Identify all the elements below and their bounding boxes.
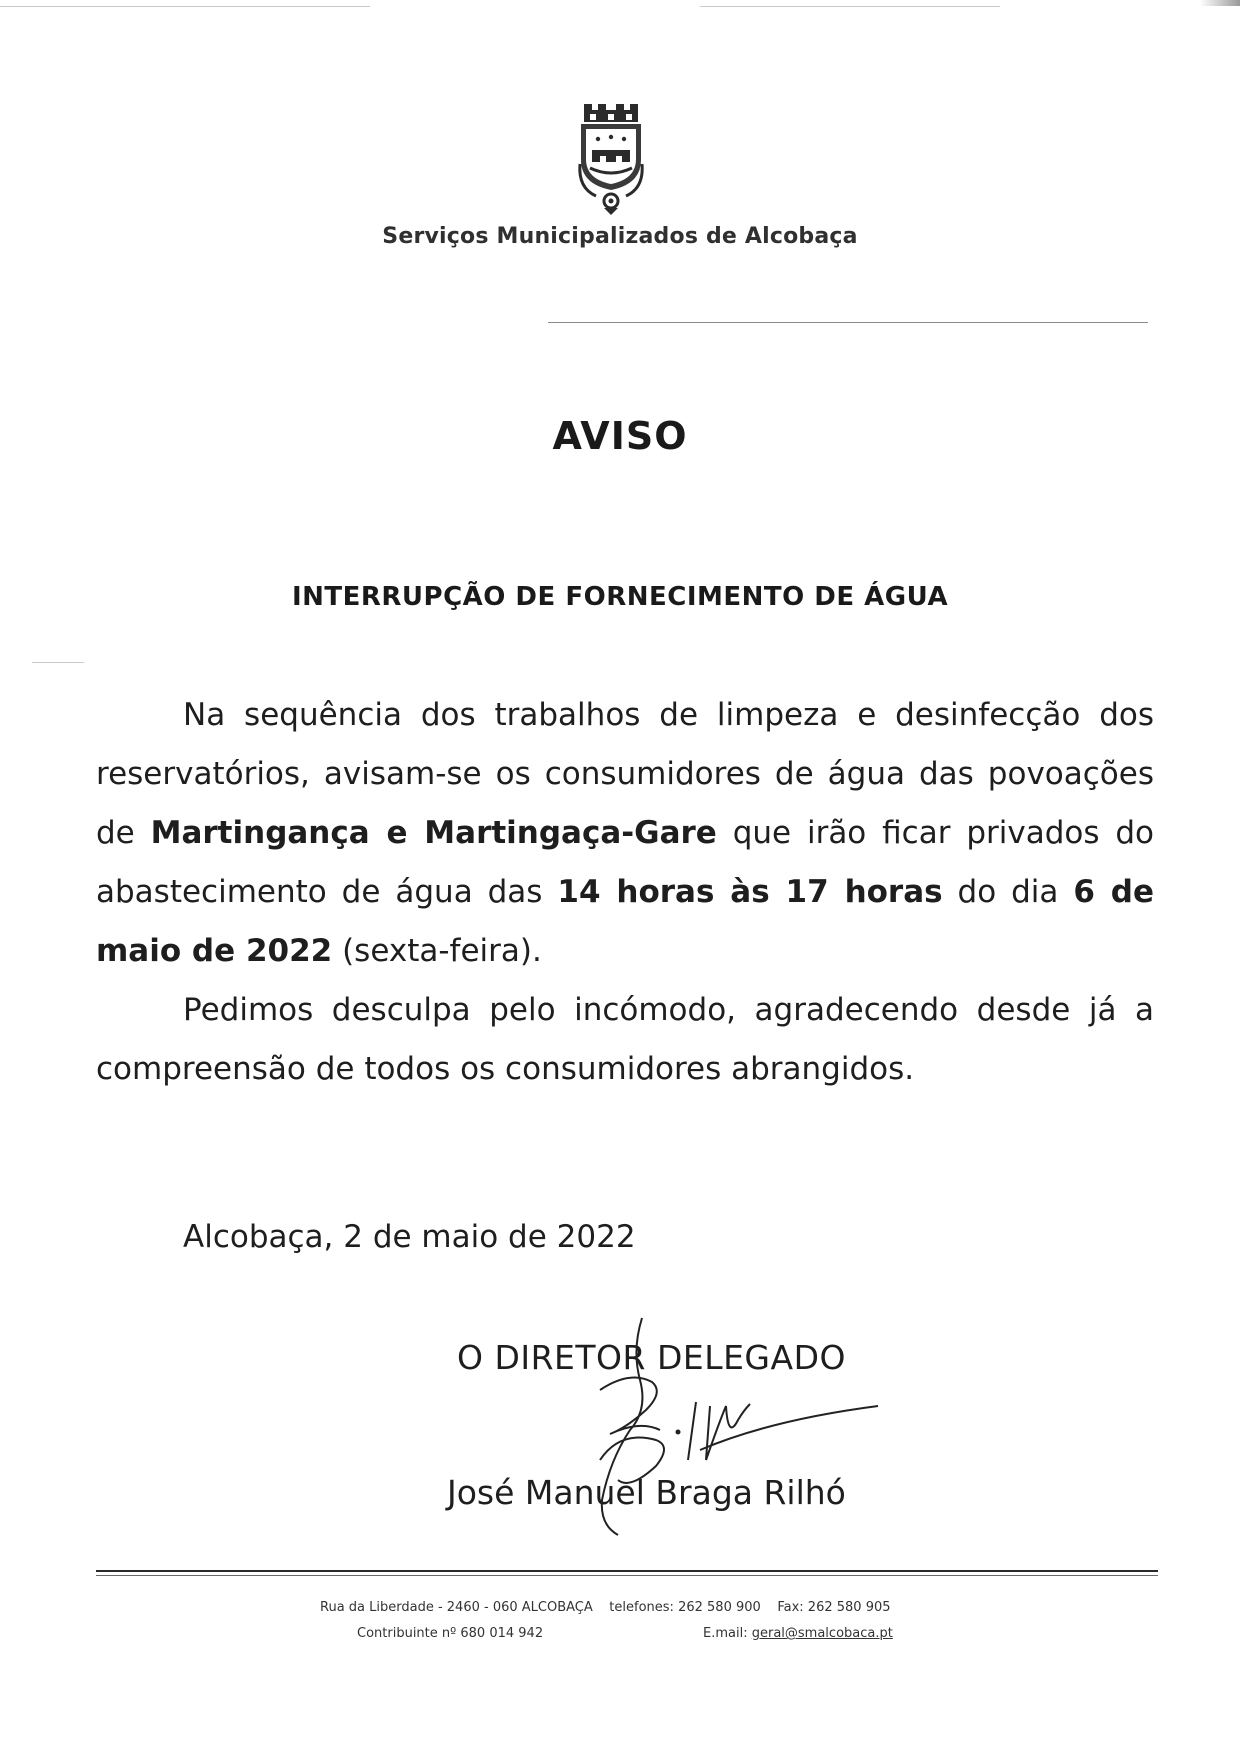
notice-title: AVISO — [552, 414, 688, 458]
organization-name: Serviços Municipalizados de Alcobaça — [382, 224, 858, 249]
signer-name: José Manuel Braga Rilhó — [447, 1473, 846, 1512]
scan-artifact-edge — [1200, 0, 1240, 6]
notice-subtitle: INTERRUPÇÃO DE FORNECIMENTO DE ÁGUA — [291, 582, 949, 612]
place-and-date: Alcobaça, 2 de maio de 2022 — [183, 1219, 636, 1255]
footer-email-label: E.mail: — [703, 1626, 748, 1641]
interruption-date: 6 de maio de 2022 — [96, 874, 1155, 969]
footer-fax-label: Fax: — [777, 1600, 804, 1615]
scan-artifact-mark — [32, 662, 84, 663]
header-divider — [548, 322, 1148, 323]
footer-email-line — [703, 1626, 893, 1641]
footer-divider — [96, 1570, 1158, 1572]
scan-artifact-line — [0, 6, 370, 7]
footer-tax-id: Contribuinte nº 680 014 942 — [357, 1626, 544, 1641]
paragraph-text: do dia — [942, 874, 1074, 910]
handwritten-signature — [560, 1310, 880, 1550]
scan-artifact-line — [700, 6, 1000, 7]
paragraph-main — [96, 686, 1154, 981]
interruption-hours: 14 horas às 17 horas — [557, 874, 943, 910]
footer-email-link[interactable]: geral@smalcobaca.pt — [751, 1626, 893, 1641]
footer-fax: 262 580 905 — [807, 1600, 891, 1615]
footer-phone-label: telefones: — [609, 1600, 674, 1615]
paragraph-text: que irão ficar privados do abastecimento de água das — [96, 815, 1155, 910]
coat-of-arms-icon — [576, 104, 646, 216]
paragraph-text: (sexta-feira). — [332, 933, 542, 969]
paragraph-text: Na sequência dos trabalhos de limpeza e desinfecção dos reservatórios, avisam-se os consumidores de água das povoações de — [96, 697, 1154, 851]
footer-divider-thin — [96, 1575, 1158, 1576]
notice-body — [96, 686, 1154, 1099]
affected-places: Martingança e Martingaça-Gare — [150, 815, 717, 851]
footer-phone: 262 580 900 — [678, 1600, 761, 1615]
paragraph-apology: Pedimos desculpa pelo incómodo, agradecendo desde já a compreensão de todos os consumidores abrangidos. — [96, 992, 1154, 1087]
signer-title: O DIRETOR DELEGADO — [457, 1338, 846, 1377]
footer-address: Rua da Liberdade - 2460 - 060 ALCOBAÇA — [320, 1600, 593, 1615]
footer-contact-line — [320, 1600, 891, 1615]
